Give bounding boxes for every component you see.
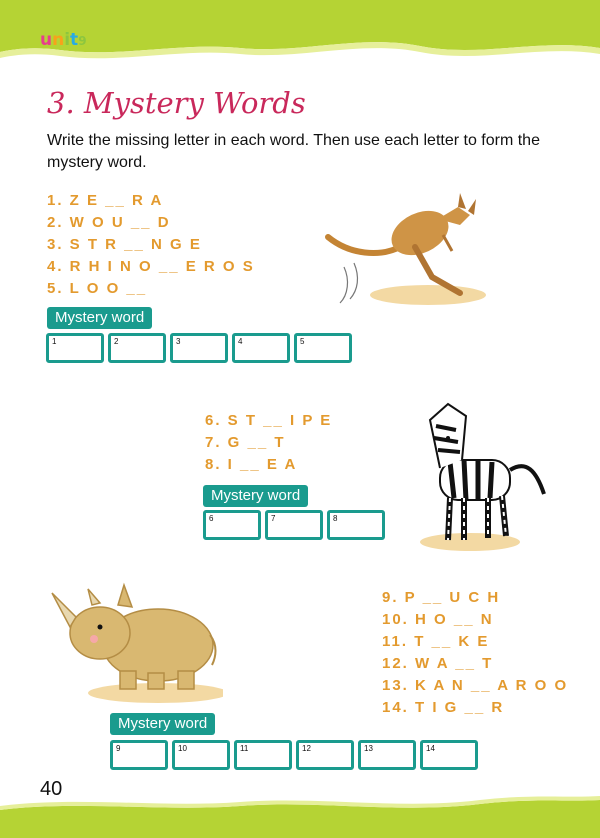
unit-number: 9	[78, 34, 87, 48]
box-number: 7	[271, 514, 276, 523]
box-number: 12	[302, 744, 311, 753]
answer-box[interactable]	[170, 333, 228, 363]
word-clue: 14. T I G __ R	[382, 699, 505, 716]
answer-box[interactable]	[358, 740, 416, 770]
unit-letter: t	[70, 30, 79, 50]
word-clue: 6. S T __ I P E	[205, 412, 333, 429]
box-number: 8	[333, 514, 338, 523]
answer-box[interactable]	[232, 333, 290, 363]
word-clue: 10. H O __ N	[382, 611, 494, 628]
box-number: 4	[238, 337, 243, 346]
word-clue: 1. Z E __ R A	[47, 192, 164, 209]
box-number: 2	[114, 337, 119, 346]
word-list-2	[205, 410, 332, 476]
word-clue: 4. R H I N O __ E R O S	[47, 258, 255, 275]
word-clue: 3. S T R __ N G E	[47, 236, 202, 253]
word-clue: 7. G __ T	[205, 434, 286, 451]
box-number: 13	[364, 744, 373, 753]
unit-letter: n	[52, 30, 65, 50]
answer-box[interactable]	[108, 333, 166, 363]
box-number: 1	[52, 337, 57, 346]
box-number: 6	[209, 514, 214, 523]
box-number: 9	[116, 744, 121, 753]
answer-box[interactable]	[46, 333, 104, 363]
answer-box[interactable]	[420, 740, 478, 770]
word-clue: 8. I __ E A	[205, 456, 298, 473]
word-clue: 13. K A N __ A R O O	[382, 677, 569, 694]
answer-box[interactable]	[110, 740, 168, 770]
unit-letter: u	[40, 30, 53, 50]
word-clue: 2. W O U __ D	[47, 214, 171, 231]
answer-box[interactable]	[234, 740, 292, 770]
word-clue: 5. L O O __	[47, 280, 148, 297]
top-wave-band	[0, 0, 600, 80]
rhino-illustration	[48, 575, 223, 705]
word-clue: 11. T __ K E	[382, 633, 490, 650]
box-number: 14	[426, 744, 435, 753]
unit-label	[40, 30, 87, 50]
mystery-word-label: Mystery word	[110, 713, 215, 735]
instructions: Write the missing letter in each word. Then use each letter to form the mystery word.	[47, 132, 540, 171]
word-list-1	[47, 190, 255, 300]
box-number: 5	[300, 337, 305, 346]
answer-box[interactable]	[296, 740, 354, 770]
box-number: 3	[176, 337, 181, 346]
answer-box[interactable]	[172, 740, 230, 770]
kangaroo-illustration	[320, 185, 490, 310]
answer-box[interactable]	[294, 333, 352, 363]
bottom-wave-band	[0, 770, 600, 838]
answer-box[interactable]	[265, 510, 323, 540]
word-clue: 12. W A __ T	[382, 655, 494, 672]
unit-letter: i	[64, 30, 71, 50]
word-clue: 9. P __ U C H	[382, 589, 501, 606]
zebra-illustration	[410, 390, 550, 555]
answer-box[interactable]	[327, 510, 385, 540]
page-number: 40	[40, 778, 63, 800]
mystery-word-label: Mystery word	[203, 485, 308, 507]
box-number: 11	[240, 744, 249, 753]
box-number: 10	[178, 744, 187, 753]
word-list-3	[382, 587, 568, 719]
mystery-word-label: Mystery word	[47, 307, 152, 329]
answer-box[interactable]	[203, 510, 261, 540]
page-title: 3. Mystery Words	[47, 86, 306, 120]
